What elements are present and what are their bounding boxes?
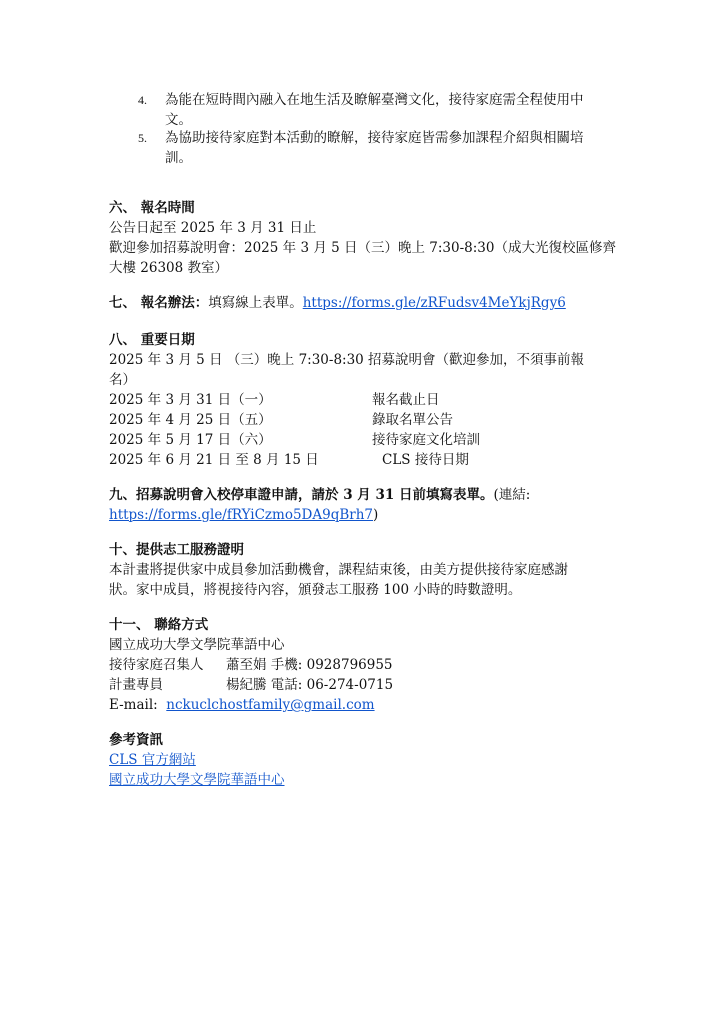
list-item-text: 為能在短時間內融入在地生活及瞭解臺灣文化，接待家庭需全程使用中 [165, 92, 584, 108]
parking-permit-link-line [109, 505, 378, 525]
reference-link-line [109, 770, 285, 790]
volunteer-text: 本計畫將提供家中成員參加活動機會，課程結束後，由美方提供接待家庭感謝 [109, 562, 568, 578]
section-heading-parking-permit: 九、招募說明會入校停車證申請，請於 3 月 31 日前填寫表單。 [109, 487, 494, 503]
paren-close: ) [373, 507, 379, 523]
contact-organization: 國立成功大學文學院華語中心 [109, 637, 285, 653]
section-heading-contact: 十一、 聯絡方式 [109, 617, 209, 633]
contact-role: 計畫專員 [109, 677, 163, 693]
date-row-event: 接待家庭文化培訓 [372, 432, 480, 448]
registration-period-text: 公告日起至 2025 年 3 月 31 日止 [109, 220, 317, 236]
ncku-chinese-center-link[interactable]: 國立成功大學文學院華語中心 [109, 772, 285, 788]
list-item-text: 訓。 [165, 150, 192, 166]
important-dates-intro: 2025 年 3 月 5 日 （三）晚上 7:30-8:30 招募說明會（歡迎參加，不須事前報 [109, 352, 585, 368]
section-heading-volunteer-certificate: 十、提供志工服務證明 [109, 542, 244, 558]
email-link[interactable]: nckuclchostfamily@gmail.com [166, 697, 375, 713]
section-heading-references: 參考資訊 [109, 732, 163, 748]
email-line [109, 695, 375, 715]
list-number: 5. [138, 131, 147, 145]
date-row-event: CLS 接待日期 [382, 452, 469, 468]
list-item-text: 為協助接待家庭對本活動的瞭解，接待家庭皆需參加課程介紹與相關培 [165, 130, 584, 146]
section-heading-registration-method: 七、 報名辦法： [109, 295, 209, 311]
date-row-date: 2025 年 4 月 25 日（五） [109, 412, 272, 428]
contact-info: 蕭至娟 手機: 0928796955 [226, 657, 393, 673]
info-session-text: 歡迎參加招募說明會：2025 年 3 月 5 日（三）晚上 7:30-8:30（成大光復校區修齊 [109, 240, 616, 256]
email-label: E-mail: [109, 697, 158, 713]
link-label: (連結: [493, 487, 531, 503]
registration-method [109, 293, 566, 313]
parking-form-link[interactable]: https://forms.gle/fRYiCzmo5DA9qBrh7 [109, 507, 374, 523]
section-heading-important-dates: 八、 重要日期 [109, 332, 195, 348]
volunteer-text: 狀。家中成員，將視接待內容，頒發志工服務 100 小時的時數證明。 [109, 582, 522, 598]
date-row-date: 2025 年 6 月 21 日 至 8 月 15 日 [109, 452, 319, 468]
cls-official-site-link[interactable]: CLS 官方網站 [109, 752, 196, 768]
important-dates-intro: 名） [109, 372, 136, 388]
list-item-text: 文。 [165, 112, 192, 128]
reference-link-line [109, 750, 196, 770]
section-heading-registration-period: 六、 報名時間 [109, 200, 195, 216]
contact-role: 接待家庭召集人 [109, 657, 204, 673]
registration-method-text: 填寫線上表單。 [208, 295, 303, 311]
registration-form-link[interactable]: https://forms.gle/zRFudsv4MeYkjRgy6 [302, 295, 566, 311]
contact-info: 楊紀騰 電話: 06-274-0715 [226, 677, 394, 693]
list-number: 4. [138, 93, 147, 107]
date-row-date: 2025 年 5 月 17 日（六） [109, 432, 272, 448]
date-row-event: 報名截止日 [372, 392, 440, 408]
info-session-text: 大樓 26308 教室） [109, 260, 229, 276]
date-row-date: 2025 年 3 月 31 日（一） [109, 392, 272, 408]
date-row-event: 錄取名單公告 [372, 412, 453, 428]
parking-permit-line [109, 485, 530, 505]
